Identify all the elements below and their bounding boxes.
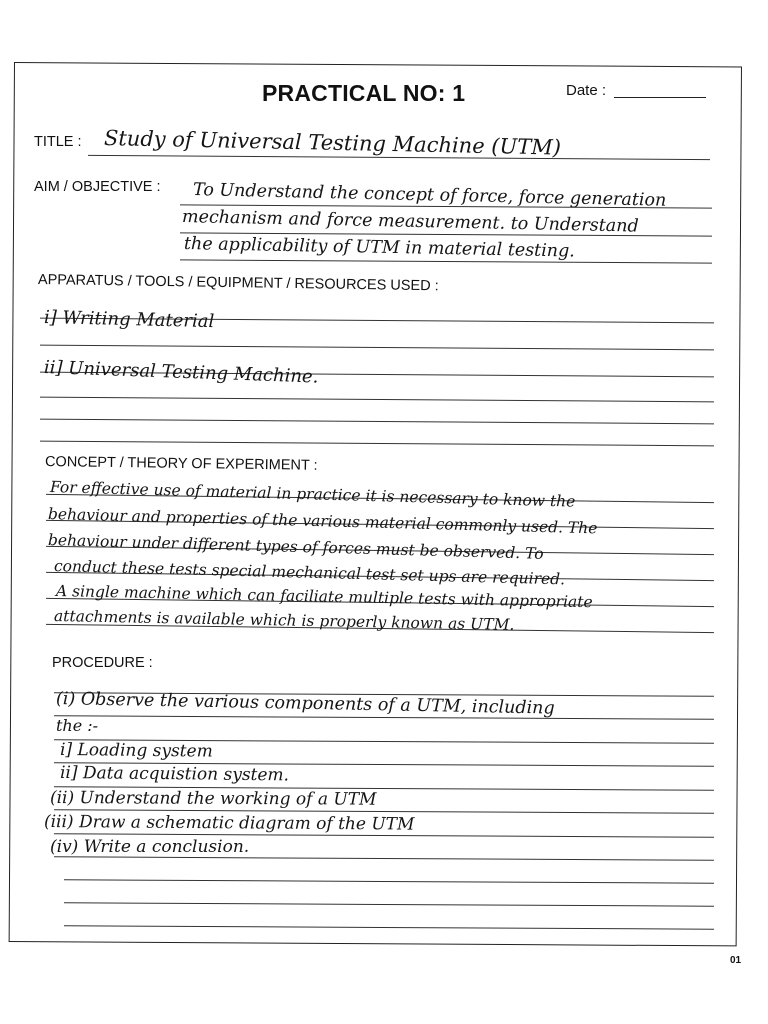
concept-line-1: For effective use of material in practice it is necessary to know the xyxy=(49,478,576,511)
apparatus-label: APPARATUS / TOOLS / EQUIPMENT / RESOURCES USED : xyxy=(37,272,439,295)
apparatus-item-1: i] Writing Material xyxy=(43,307,215,333)
concept-line-2: behaviour and properties of the various material commonly used. The xyxy=(47,505,598,538)
apparatus-item-2: ii] Universal Testing Machine. xyxy=(43,357,319,388)
concept-line-6: attachments is available which is properly known as UTM. xyxy=(53,607,515,634)
aim-line-2: mechanism and force measurement. to Understand xyxy=(181,207,639,237)
concept-line-4: conduct these tests special mechanical test set ups are required. xyxy=(53,557,566,589)
procedure-line-4: ii] Data acquistion system. xyxy=(59,763,290,786)
date-label: Date : xyxy=(566,82,607,99)
aim-line-1: To Understand the concept of force, force generation xyxy=(192,180,667,211)
procedure-line-1: (i) Observe the various components of a UTM, including xyxy=(55,689,555,719)
procedure-label: PROCEDURE : xyxy=(52,655,153,671)
aim-line-3: the applicability of UTM in material testing. xyxy=(183,234,576,262)
concept-label: CONCEPT / THEORY OF EXPERIMENT : xyxy=(44,454,318,474)
procedure-line-5: (ii) Understand the working of a UTM xyxy=(49,788,377,810)
title-label: TITLE : xyxy=(34,134,82,150)
procedure-line-2: the :- xyxy=(56,716,99,735)
concept-line-3: behaviour under different types of forces must be observed. To xyxy=(47,531,544,563)
page-number: 01 xyxy=(730,955,742,966)
title-handwriting: Study of Universal Testing Machine (UTM) xyxy=(103,126,562,160)
procedure-line-6: (iii) Draw a schematic diagram of the UTM xyxy=(43,812,415,835)
date-field-line xyxy=(614,97,706,98)
page-title: PRACTICAL NO: 1 xyxy=(262,80,466,106)
aim-label: AIM / OBJECTIVE : xyxy=(34,179,161,195)
procedure-line-3: i] Loading system xyxy=(59,740,213,762)
concept-line-5: A single machine which can faciliate multiple tests with appropriate xyxy=(55,582,593,612)
procedure-line-7: (iv) Write a conclusion. xyxy=(50,837,250,857)
